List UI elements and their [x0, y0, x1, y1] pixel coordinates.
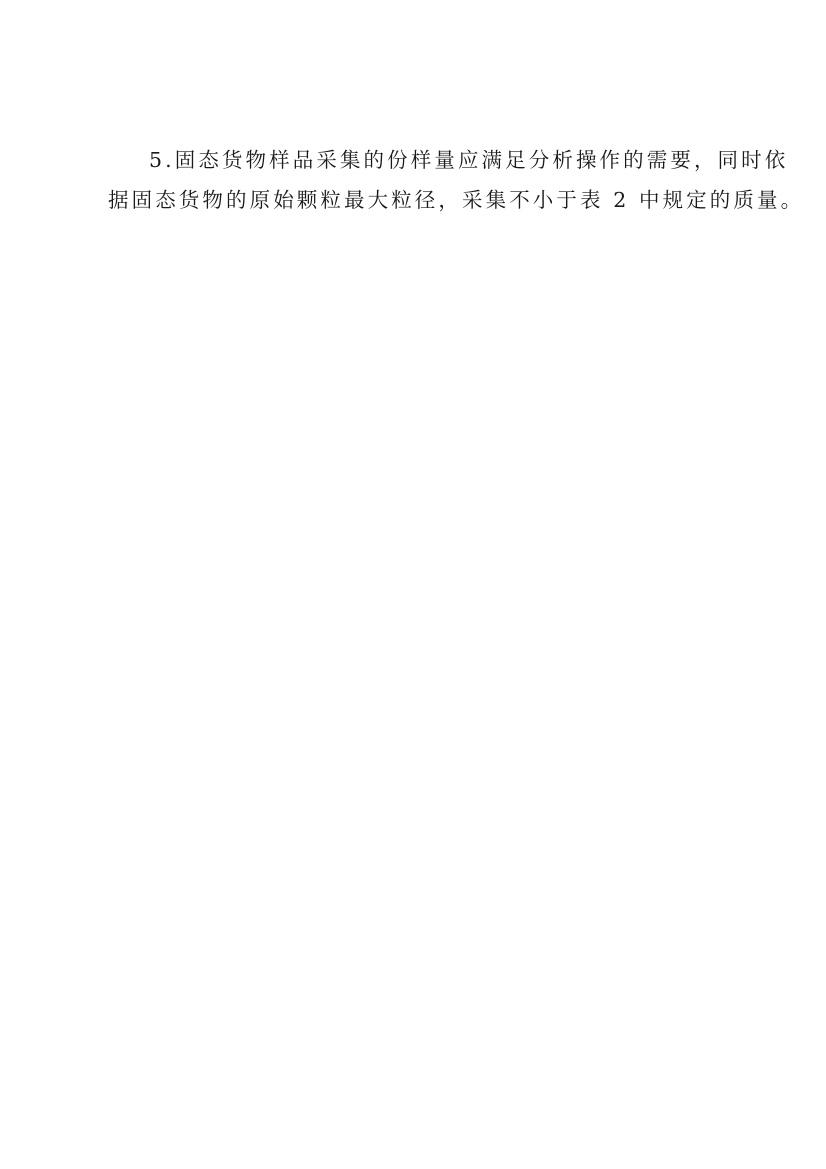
paragraph-5-line-1: 5.固态货物样品采集的份样量应满足分析操作的需要，同时依	[149, 148, 789, 172]
paragraph-5-line-2: 据固态货物的原始颗粒最大粒径，采集不小于表 2 中规定的质量。	[108, 188, 805, 212]
